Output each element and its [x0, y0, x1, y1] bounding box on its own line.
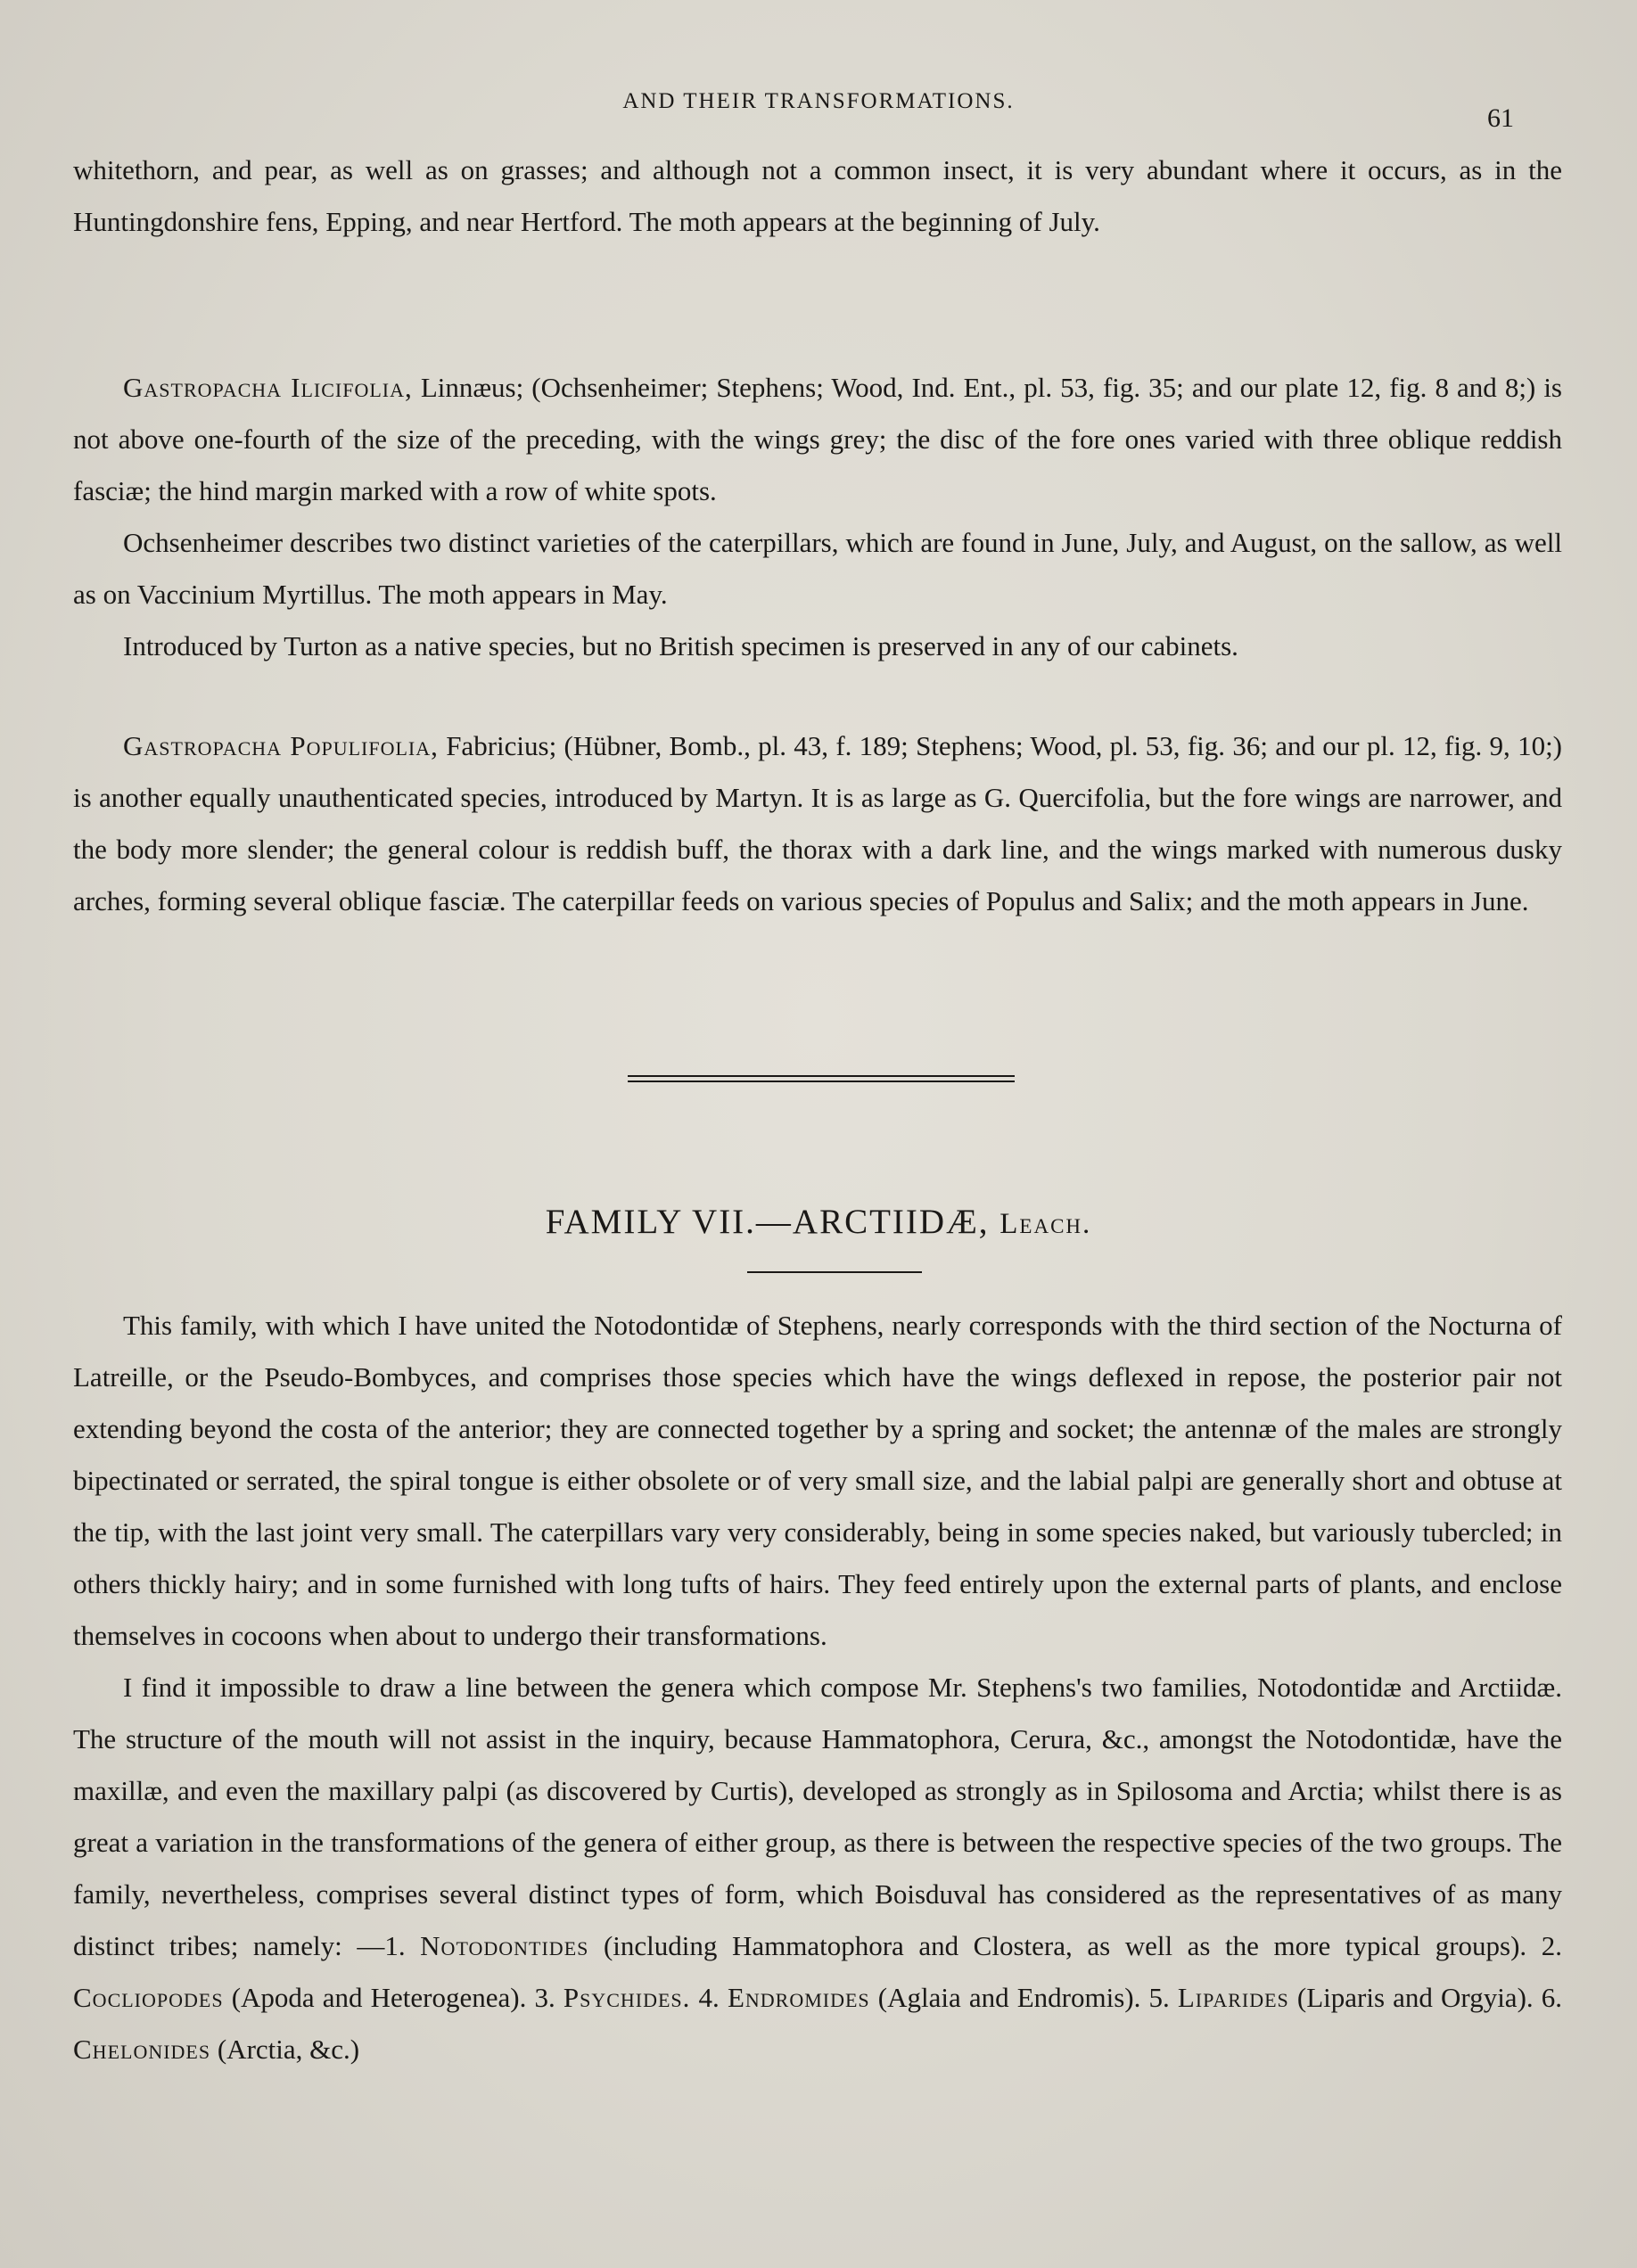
genera-text: I find it impossible to draw a line between the genera which compose Mr. Stephens's two families, Notodontidæ and Arctiidæ. The structure of the mouth will not assist in the inquiry, because Hammatophora, Cerura, &c., amongst the Notodontidæ, have the maxillæ, and even the maxillary palpi (as discovered by Curtis), developed as strongly as in Spilosoma and Arctia; whilst there is as great a variation in the transformations of the genera of either group, as there is between the respective species of the two groups. The family, nevertheless, comprises several distinct types of form, which Boisduval has considered as the representatives of as many distinct tribes; namely: —1. [73, 1672, 1562, 1961]
species-name-ilicifolia: Gastropacha Ilicifolia, [123, 372, 413, 403]
tribe-notodontides-text: (including Hammatophora and Clostera, as well as the more typical groups). 2. [588, 1930, 1562, 1961]
paragraph-genera-discussion [73, 1662, 1562, 2075]
heading-underline [747, 1271, 922, 1273]
paragraph-continuation [73, 144, 1562, 248]
tribe-cocliopodes-text: (Apoda and Heterogenea). 3. [223, 1982, 563, 2013]
tribe-chelonides-text: (Arctia, &c.) [210, 2034, 360, 2065]
populifolia-description: Fabricius; (Hübner, Bomb., pl. 43, f. 189; Stephens; Wood, pl. 53, fig. 36; and our pl. 12, fig. 9, 10;) is another equally unauthenticated species, introduced by Martyn. It is as large as G. Quercifolia, but the fore wings are narrower, and the body more slender; the general colour is reddish buff, the thorax with a dark line, and the wings marked with numerous dusky arches, forming several oblique fasciæ. The caterpillar feeds on various species of Populus and Salix; and the moth appears in June. [73, 730, 1563, 916]
tribe-liparides: Liparides [1177, 1982, 1289, 2013]
tribe-endromides-text: (Aglaia and Endromis). 5. [869, 1982, 1178, 2013]
paragraph-whitethorn: whitethorn, and pear, as well as on grasses; and although not a common insect, it is very abundant where it occurs, as in the Huntingdonshire fens, Epping, and near Hertford. The moth appears at the beginning of July. [73, 154, 1562, 237]
section-ilicifolia [73, 362, 1562, 672]
tribe-endromides: Endromides [727, 1982, 870, 2013]
tribe-psychides: Psychides. [563, 1982, 691, 2013]
section-divider [628, 1075, 1015, 1082]
running-head: AND THEIR TRANSFORMATIONS. [622, 89, 1015, 113]
paragraph-ilicifolia [73, 362, 1562, 517]
ilicifolia-description: Linnæus; (Ochsenheimer; Stephens; Wood, Ind. Ent., pl. 53, fig. 35; and our plate 12, fig. 8 and 8;) is not above one-fourth of the size of the preceding, with the wings grey; the disc of the fore ones varied with three oblique reddish fasciæ; the hind margin marked with a row of white spots. [73, 372, 1562, 506]
family-author: Leach. [999, 1208, 1092, 1240]
section-arctiidae [73, 1300, 1562, 2075]
tribe-liparides-text: (Liparis and Orgyia). 6. [1288, 1982, 1563, 2013]
family-title: FAMILY VII.—ARCTIIDÆ, [545, 1203, 990, 1241]
species-name-populifolia: Gastropacha Populifolia, [123, 730, 439, 761]
family-heading [0, 1202, 1637, 1242]
tribe-chelonides: Chelonides [73, 2034, 211, 2065]
paragraph-ochsenheimer: Ochsenheimer describes two distinct varieties of the caterpillars, which are found in June, July, and August, on the sallow, as well as on Vaccinium Myrtillus. The moth appears in May. [73, 527, 1562, 610]
tribe-cocliopodes: Cocliopodes [73, 1982, 224, 2013]
paragraph-family-description: This family, with which I have united the Notodontidæ of Stephens, nearly corresponds with the third section of the Nocturna of Latreille, or the Pseudo-Bombyces, and comprises those species which have the wings deflexed in repose, the posterior pair not extending beyond the costa of the anterior; they are connected together by a spring and socket; the antennæ of the males are strongly bipectinated or serrated, the spiral tongue is either obsolete or of very small size, and the labial palpi are generally short and obtuse at the tip, with the last joint very small. The caterpillars vary very considerably, being in some species naked, but variously tubercled; in others thickly hairy; and in some furnished with long tufts of hairs. They feed entirely upon the external parts of plants, and enclose themselves in cocoons when about to undergo their transformations. [73, 1310, 1562, 1651]
paragraph-populifolia [73, 720, 1562, 927]
page-number: 61 [1487, 103, 1514, 133]
paragraph-turton: Introduced by Turton as a native species, but no British specimen is preserved in any of our cabinets. [123, 630, 1238, 662]
tribe-notodontides: Notodontides [420, 1930, 589, 1961]
section-populifolia [73, 720, 1562, 927]
tribe-psychides-text: 4. [690, 1982, 728, 2013]
